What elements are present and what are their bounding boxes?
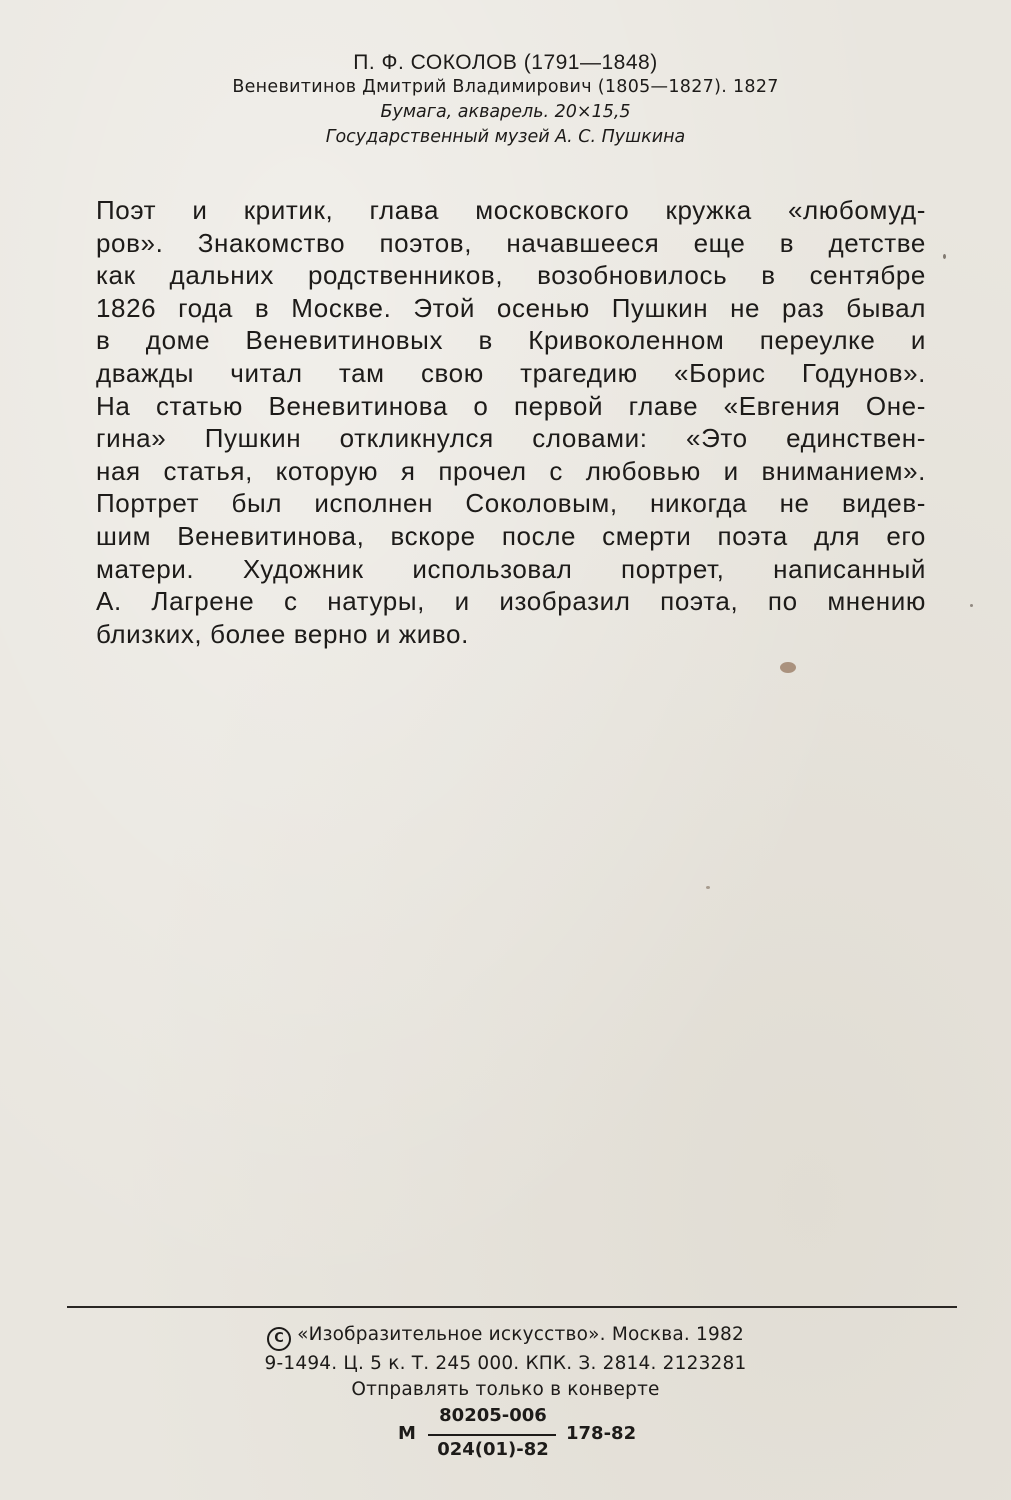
publisher-text: «Изобразительное искусство». Москва. 1982 — [297, 1324, 744, 1345]
footer-divider — [67, 1306, 957, 1308]
text-line: дважды читал там свою трагедию «Борис Годунов». — [96, 357, 926, 388]
paper-stain — [780, 662, 796, 673]
catalog-code — [398, 1405, 658, 1465]
text-line: 1826 года в Москве. Этой осенью Пушкин не раз бывал — [96, 292, 926, 323]
text-line: в доме Веневитиновых в Кривоколенном переулке и — [96, 325, 926, 356]
text-line: ров». Знакомство поэтов, начавшееся еще в детстве — [96, 227, 926, 258]
text-line: гина» Пушкин откликнулся словами: «Это единствен- — [96, 423, 926, 454]
code-numerator: 80205-006 — [439, 1405, 547, 1426]
code-suffix: 178-82 — [566, 1423, 637, 1444]
text-line: как дальних родственников, возобновилось в сентябре — [96, 260, 926, 291]
code-denominator: 024(01)-82 — [437, 1439, 549, 1460]
artwork-medium: Бумага, акварель. 20×15,5 — [380, 102, 631, 122]
description-text — [96, 194, 926, 650]
paper-stain — [706, 886, 710, 889]
mailing-notice: Отправлять только в конверте — [351, 1379, 660, 1400]
text-line: матери. Художник использовал портрет, написанный — [96, 553, 926, 584]
artwork-title: Веневитинов Дмитрий Владимирович (1805—1827). 1827 — [232, 77, 779, 97]
museum-name: Государственный музей А. С. Пушкина — [325, 127, 686, 147]
caption-header — [0, 50, 1011, 150]
print-details: 9-1494. Ц. 5 к. Т. 245 000. КПК. З. 2814. 2123281 — [264, 1353, 747, 1374]
text-line: ная статья, которую я прочел с любовью и вниманием». — [96, 455, 926, 486]
text-line: А. Лагрене с натуры, и изобразил поэта, по мнению — [96, 586, 926, 617]
text-line: близких, более верно и живо. — [96, 618, 469, 649]
text-line: Поэт и критик, глава московского кружка «любомуд- — [96, 195, 926, 225]
artist-name: П. Ф. СОКОЛОВ (1791—1848) — [353, 51, 658, 74]
code-letter: М — [398, 1423, 416, 1444]
publisher-line — [0, 1322, 1011, 1351]
copyright-icon: C — [267, 1327, 291, 1351]
paper-stain — [943, 254, 946, 259]
text-line: На статью Веневитинова о первой главе «Евгения Оне- — [96, 390, 926, 421]
text-line: Портрет был исполнен Соколовым, никогда не видев- — [96, 488, 926, 519]
publisher-footer — [0, 1322, 1011, 1403]
paper-stain — [970, 604, 973, 607]
fraction-bar — [428, 1434, 556, 1436]
text-line: шим Веневитинова, вскоре после смерти поэта для его — [96, 520, 926, 551]
